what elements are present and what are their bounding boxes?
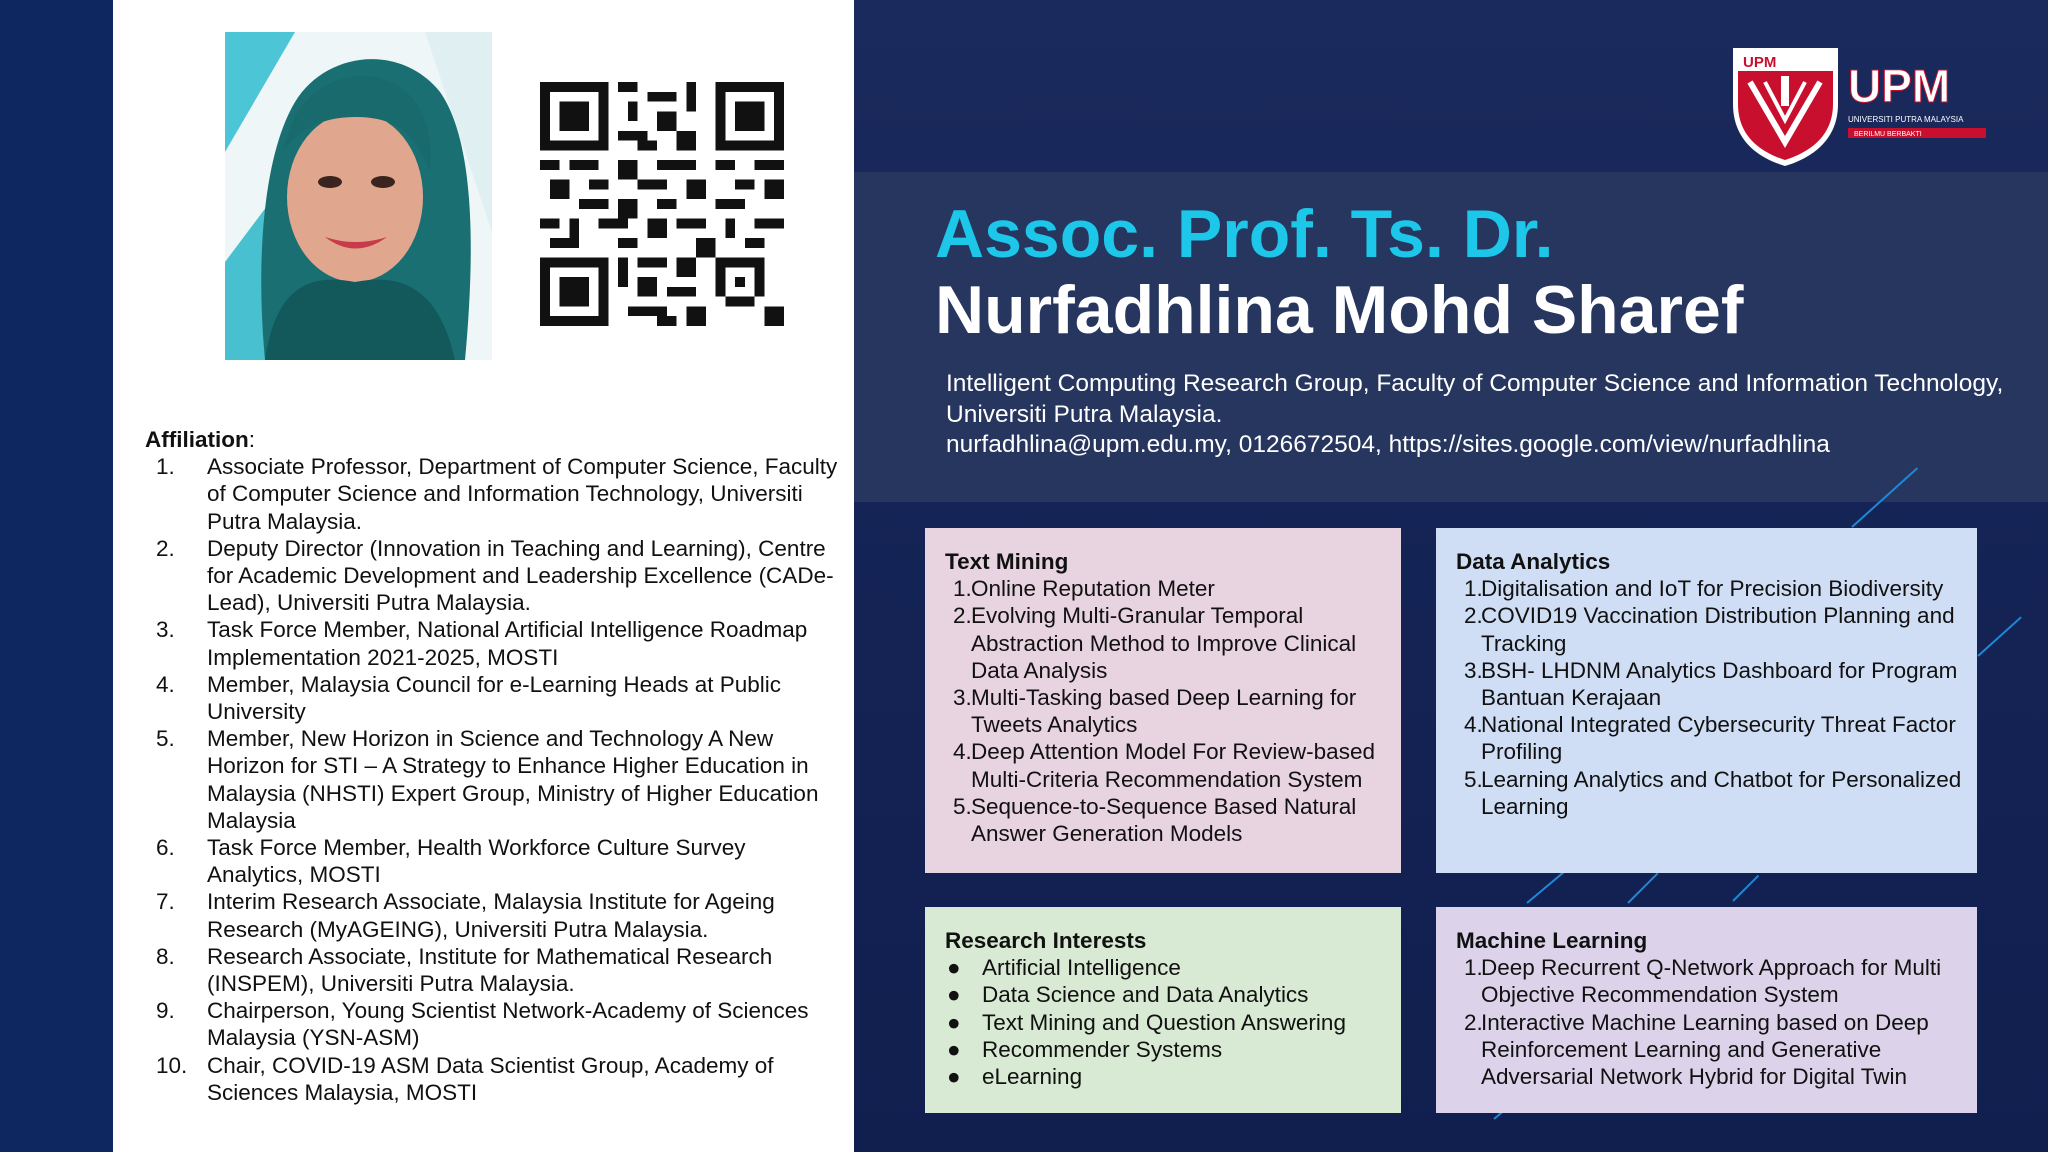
affiliation-item-number: 7. xyxy=(156,889,175,915)
list-item xyxy=(945,1063,1387,1090)
affiliation-item xyxy=(145,671,845,725)
affiliation-item-number: 6. xyxy=(156,835,175,861)
list-item-text: Recommender Systems xyxy=(982,1036,1223,1062)
list-item-text: National Integrated Cybersecurity Threat Factor Profiling xyxy=(1481,712,1956,765)
list-item-text: Digitalisation and IoT for Precision Biodiversity xyxy=(1481,576,1944,602)
affiliation-item-number: 10. xyxy=(156,1052,188,1078)
affiliation-item-number: 8. xyxy=(156,943,175,969)
list-item xyxy=(1456,602,1963,656)
list-item-text: Data Science and Data Analytics xyxy=(982,982,1309,1008)
affiliation-item-number: 3. xyxy=(156,617,175,643)
affiliation-heading-colon: : xyxy=(248,427,255,452)
card-title: Data Analytics xyxy=(1456,549,1611,574)
logo-badge-text: UPM xyxy=(1743,54,1777,71)
affiliation-item-text: Chairperson, Young Scientist Network-Academy of Sciences Malaysia (YSN-ASM) xyxy=(207,998,809,1051)
card-title: Text Mining xyxy=(945,549,1069,574)
qr-code xyxy=(540,82,784,326)
affiliation-list xyxy=(145,453,845,1106)
logo-wordmark: UPM xyxy=(1848,60,1951,112)
bullet-icon: ● xyxy=(947,982,961,1008)
upm-logo xyxy=(1730,42,1990,166)
research-group-text: Intelligent Computing Research Group, Faculty of Computer Science and Information Technology, Universiti Putra Malaysia. xyxy=(946,370,2004,428)
affiliation-item xyxy=(145,888,845,942)
affiliation-item-text: Task Force Member, National Artificial Intelligence Roadmap Implementation 2021-2025, MOSTI xyxy=(207,617,808,670)
affiliation-item-text: Task Force Member, Health Workforce Culture Survey Analytics, MOSTI xyxy=(207,835,746,888)
bullet-icon: ● xyxy=(947,955,961,981)
affiliation-item-text: Member, Malaysia Council for e-Learning Heads at Public University xyxy=(207,671,782,725)
list-item-text: Evolving Multi-Granular Temporal Abstraction Method to Improve Clinical Data Analysis xyxy=(971,603,1357,683)
affiliation-item-number: 1. xyxy=(156,454,175,480)
list-item-number: 2. xyxy=(953,603,972,629)
list-item xyxy=(1456,1009,1963,1091)
list-item-number: 1. xyxy=(953,576,972,602)
affiliation-item-text: Interim Research Associate, Malaysia Institute for Ageing Research (MyAGEING), Universiti Putra Malaysia. xyxy=(207,889,775,942)
affiliation-item xyxy=(145,616,845,670)
list-item-text: Deep Recurrent Q-Network Approach for Multi Objective Recommendation System xyxy=(1481,955,1942,1008)
affiliation-item-text: Deputy Director (Innovation in Teaching and Learning), Centre for Academic Development and Leadership Excellence (CADe-Lead), Universiti Putra Malaysia. xyxy=(207,535,834,616)
list-item xyxy=(1456,766,1963,820)
list-item-number: 5. xyxy=(1464,766,1483,792)
list-item-number: 2. xyxy=(1464,603,1483,629)
affiliation-item xyxy=(145,1052,845,1106)
list-item xyxy=(945,954,1387,981)
list-item-text: Multi-Tasking based Deep Learning for Tweets Analytics xyxy=(971,685,1357,738)
text-mining-list xyxy=(945,575,1387,847)
list-item-text: Artificial Intelligence xyxy=(982,955,1181,981)
list-item-text: Learning Analytics and Chatbot for Personalized Learning xyxy=(1481,766,1962,819)
list-item-text: BSH- LHDNM Analytics Dashboard for Program Bantuan Kerajaan xyxy=(1481,657,1958,711)
affiliation-item xyxy=(145,943,845,997)
machine-learning-list xyxy=(1456,954,1963,1090)
affiliation-item-number: 9. xyxy=(156,998,175,1024)
affiliation-item xyxy=(145,997,845,1051)
list-item-text: eLearning xyxy=(982,1064,1083,1090)
affiliation-item xyxy=(145,834,845,888)
affiliation-heading: Affiliation xyxy=(145,427,249,452)
list-item xyxy=(945,575,1387,602)
list-item xyxy=(945,602,1387,684)
title-rank: Assoc. Prof. Ts. Dr. xyxy=(935,196,1554,272)
list-item-number: 2. xyxy=(1464,1009,1483,1035)
affiliation-item xyxy=(145,453,845,535)
list-item xyxy=(945,981,1387,1008)
background-left-edge xyxy=(0,0,113,1152)
list-item xyxy=(945,738,1387,792)
logo-motto: BERILMU BERBAKTI xyxy=(1854,131,1922,138)
list-item-text: Sequence-to-Sequence Based Natural Answer Generation Models xyxy=(971,793,1357,847)
list-item-number: 1. xyxy=(1464,576,1483,602)
affiliation-heading-line xyxy=(145,426,845,453)
affiliation-item-text: Chair, COVID-19 ASM Data Scientist Group, Academy of Sciences Malaysia, MOSTI xyxy=(207,1052,774,1105)
bullet-icon: ● xyxy=(947,1064,961,1090)
list-item xyxy=(945,1009,1387,1036)
list-item-number: 4. xyxy=(1464,712,1483,738)
list-item-number: 1. xyxy=(1464,955,1483,981)
bullet-icon: ● xyxy=(947,1036,961,1062)
card-title: Machine Learning xyxy=(1456,928,1648,953)
list-item xyxy=(1456,575,1963,602)
contact-info: nurfadhlina@upm.edu.my, 0126672504, https://sites.google.com/view/nurfadhlina xyxy=(946,431,1830,458)
list-item-number: 4. xyxy=(953,739,972,765)
list-item-text: Deep Attention Model For Review-based Multi-Criteria Recommendation System xyxy=(971,739,1375,792)
card-title: Research Interests xyxy=(945,928,1147,953)
list-item xyxy=(945,684,1387,738)
list-item xyxy=(1456,954,1963,1008)
title-name: Nurfadhlina Mohd Sharef xyxy=(935,272,1744,348)
list-item xyxy=(1456,657,1963,711)
list-item xyxy=(945,1036,1387,1063)
list-item-number: 3. xyxy=(953,685,972,711)
profile-photo xyxy=(225,32,492,360)
list-item-text: Interactive Machine Learning based on Deep Reinforcement Learning and Generative Adversarial Network Hybrid for Digital Twin xyxy=(1481,1009,1929,1090)
list-item-number: 3. xyxy=(1464,657,1483,683)
list-item-text: Text Mining and Question Answering xyxy=(982,1009,1346,1035)
affiliation-item-number: 5. xyxy=(156,726,175,752)
research-interests-list xyxy=(945,954,1387,1090)
bullet-icon: ● xyxy=(947,1009,961,1035)
text-mining-card xyxy=(925,528,1401,873)
list-item-text: Online Reputation Meter xyxy=(971,576,1215,602)
machine-learning-card xyxy=(1436,907,1977,1113)
affiliation-item xyxy=(145,725,845,834)
affiliation-item-text: Associate Professor, Department of Computer Science, Faculty of Computer Science and Information Technology, Universiti Putra Malaysia. xyxy=(207,454,838,534)
affiliation-item-text: Research Associate, Institute for Mathematical Research (INSPEM), Universiti Putra Malaysia. xyxy=(207,943,773,997)
list-item xyxy=(1456,711,1963,765)
affiliation-item-number: 2. xyxy=(156,535,175,561)
data-analytics-list xyxy=(1456,575,1963,820)
logo-university-name: UNIVERSITI PUTRA MALAYSIA xyxy=(1848,115,1964,124)
affiliation-item-number: 4. xyxy=(156,671,175,697)
affiliation-item xyxy=(145,535,845,617)
data-analytics-card xyxy=(1436,528,1977,873)
list-item-text: COVID19 Vaccination Distribution Planning and Tracking xyxy=(1481,603,1955,656)
contact-block xyxy=(946,369,2006,461)
research-interests-card xyxy=(925,907,1401,1113)
affiliation-section xyxy=(145,426,845,1106)
list-item-number: 5. xyxy=(953,793,972,819)
list-item xyxy=(945,793,1387,847)
affiliation-item-text: Member, New Horizon in Science and Technology A New Horizon for STI – A Strategy to Enhance Higher Education in Malaysia (NHSTI) Expert Group, Ministry of Higher Education Malaysia xyxy=(207,726,819,833)
